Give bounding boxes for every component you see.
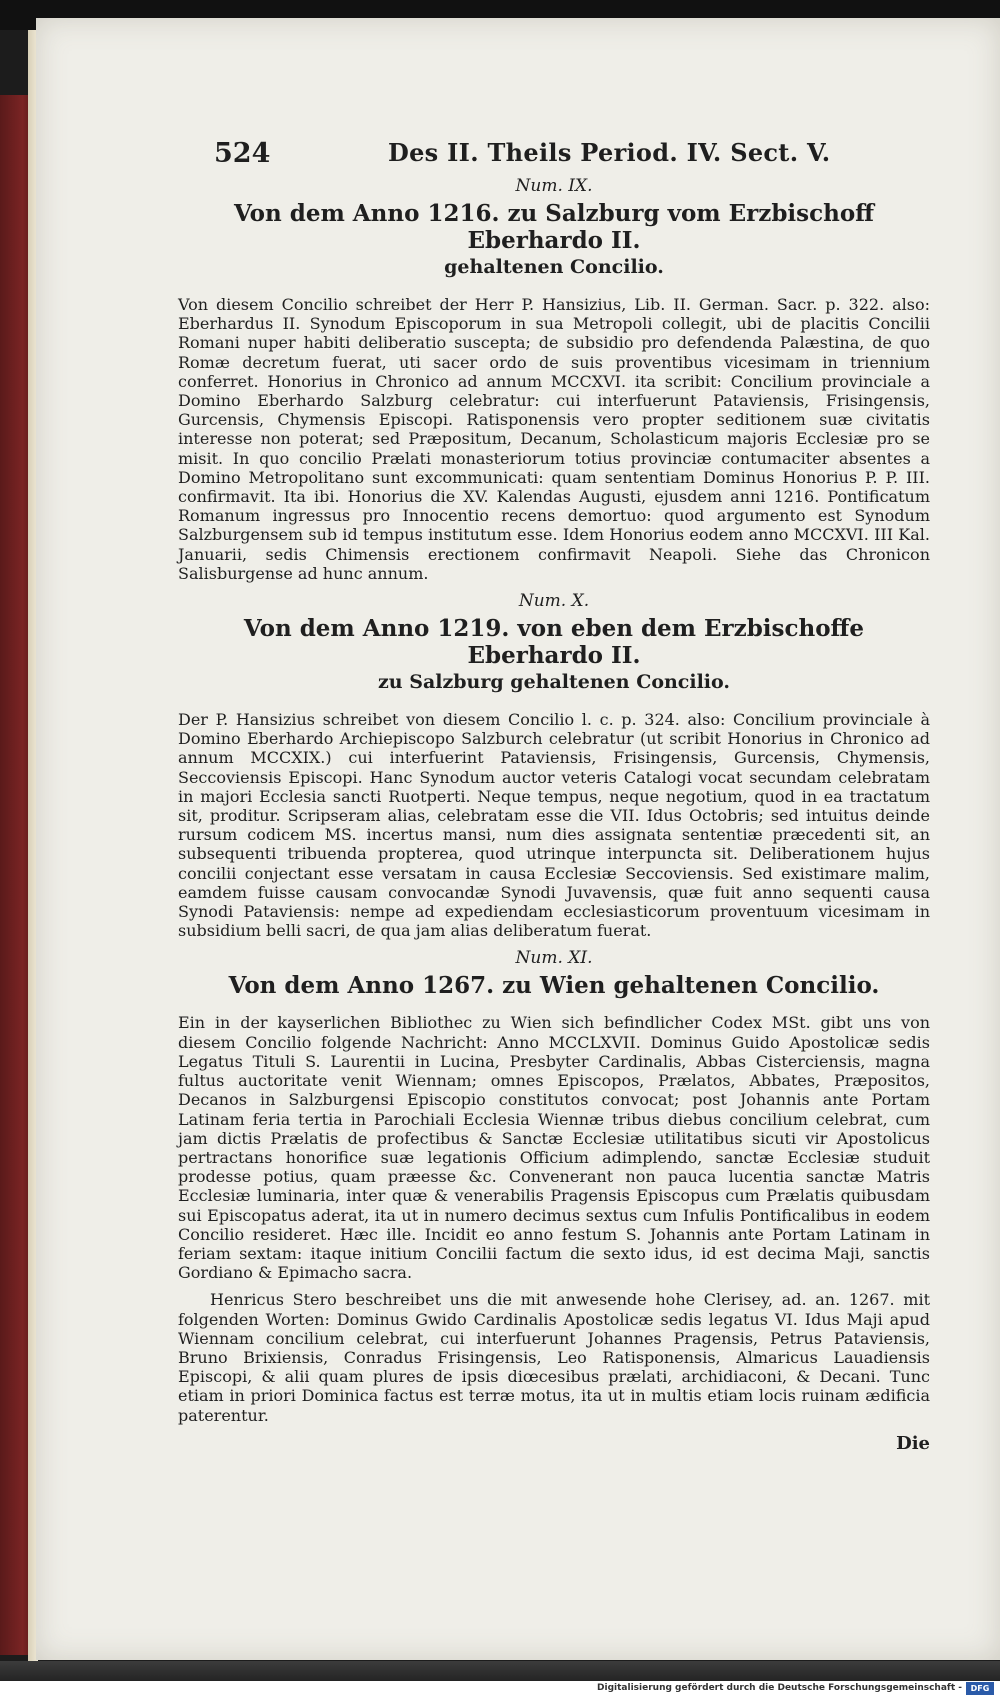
section-number: Num. IX. xyxy=(515,176,593,196)
running-head: Des II. Theils Period. IV. Sect. V. xyxy=(388,138,831,167)
page-content xyxy=(178,138,930,1454)
section-title-line1: Von dem Anno 1216. zu Salzburg vom Erzbischoff Eberhardo II. xyxy=(233,200,875,254)
section-paragraph: Henricus Stero beschreibet uns die mit anwesende hohe Clerisey, ad. an. 1267. mit folgenden Worten: Dominus Gwido Cardinalis Apostolicæ sedis legatus VI. Idus Maji apud Wiennam concilium celebrat, cui interfuerunt Johannes Pragensis, Petrus Pataviensis, Bruno Brixiensis, Conradus Frisingensis, Leo Ratisponensis, Almaricus Lauadiensis Episcopi, & alii quam plures de ipsis diœcesibus prælati, archidiaconi, & Decani. Tunc etiam in priori Dominica factus est terræ motus, ita ut in multis etiam locis ruinam ædificia paterentur. xyxy=(178,1290,930,1425)
digitization-credit-bar xyxy=(0,1681,1000,1697)
scan-bottom-edge xyxy=(0,1661,1000,1681)
section-num-xi xyxy=(178,948,930,1424)
section-title: Von dem Anno 1267. zu Wien gehaltenen Concilio. xyxy=(228,972,880,1000)
section-number: Num. X. xyxy=(518,591,590,612)
section-title xyxy=(178,200,930,281)
section-number: Num. XI. xyxy=(515,948,593,969)
section-paragraph: Der P. Hansizius schreibet von diesem Concilio l. c. p. 324. also: Concilium provinciale à Domino Eberhardo Archiepiscopo Salzburch celebratur (ut scribit Honorius in Chronico ad annum MCCXIX.) cui interfuerint Pataviensis, Frisingensis, Gurcensis, Chymensis, Seccoviensis Episcopi. Hanc Synodum auctor veteris Catalogi vocat secundam celebratam in majori Ecclesia sancti Ruotperti. Neque tempus, neque negotium, quod in ea tractatum sit, proditur. Scripseram alias, celebratam esse die VII. Idus Octobris; sed intuitus deinde rursum codicem MS. incertus mansi, num dies assignata sententiæ præcedenti sit, an subsequenti tribuenda propterea, quod utrinque interpuncta sit. Deliberationem hujus concilii conjectant esse versatam in causa Ecclesiæ Seccoviensis. Sed existimare malim, eamdem fuisse causam convocandæ Synodi Juvavensis, quæ fuit anno sequenti causa Synodi Pataviensis: nempe ad expediendam ecclesiasticorum proventuum vicesimam in subsidium belli sacri, de qua jam alias deliberatum fuerat. xyxy=(178,710,930,941)
section-title-line2: gehaltenen Concilio. xyxy=(444,256,664,278)
section-paragraph: Von diesem Concilio schreibet der Herr P. Hansizius, Lib. II. German. Sacr. p. 322. also: Eberhardus II. Synodum Episcoporum in sua Metropoli collegit, ubi de placitis Concilii Romani nuper habiti deliberatio suscepta; de subsidio pro defendenda Palæstina, de quo Romæ decretum fuerat, uti sacer ordo de suis proventibus vicesimam in triennium conferret. Honorius in Chronico ad annum MCCXVI. ita scribit: Concilium provinciale a Domino Eberhardo Salzburg celebratur: cui interfuerunt Pataviensis, Frisingensis, Gurcensis, Chymensis Episcopi. Ratisponensis vero propter seditionem suæ civitatis interesse non poterat; sed Præpositum, Decanum, Scholasticum majoris Ecclesiæ pro se misit. In quo concilio Prælati monasteriorum totius provinciæ contumaciter absentes a Domino Metropolitano sunt excommunicati: quam sententiam Dominus Honorius P. P. III. confirmavit. Ita ibi. Honorius die XV. Kalendas Augusti, ejusdem anni 1216. Pontificatum Romanum ingressus pro Innocentio recens demortuo: quod argumento est Synodum Salzburgensem sub id tempus institutum esse. Idem Honorius eodem anno MCCXVI. III Kal. Januarii, sedis Chimensis erectionem confirmavit Neapoli. Siehe das Chronicon Salisburgense ad hunc annum. xyxy=(178,295,930,583)
dfg-logo-icon: DFG xyxy=(966,1682,994,1695)
section-title-line2: zu Salzburg gehaltenen Concilio. xyxy=(378,671,730,694)
page-number: 524 xyxy=(214,138,271,169)
catchword: Die xyxy=(896,1432,930,1454)
section-title xyxy=(178,615,930,696)
section-num-x xyxy=(178,591,930,940)
digitization-credit: Digitalisierung gefördert durch die Deutsche Forschungsgemeinschaft - xyxy=(597,1683,962,1693)
page-header xyxy=(178,138,930,174)
section-title-line1: Von dem Anno 1219. von eben dem Erzbischoffe Eberhardo II. xyxy=(243,615,865,670)
section-num-ix xyxy=(178,176,930,583)
section-paragraph: Ein in der kayserlichen Bibliothec zu Wien sich befindlicher Codex MSt. gibt uns von diesem Concilio folgende Nachricht: Anno MCCLXVII. Dominus Guido Apostolicæ sedis Legatus Tituli S. Laurentii in Lucina, Presbyter Cardinalis, Abbas Cisterciensis, magna fultus auctoritate venit Wiennam; omnes Episcopos, Prælatos, Abbates, Præpositos, Decanos in Salzburgensi Episcopio constitutos convocat; post Johannis ante Portam Latinam feria tertia in Parochiali Ecclesia Wiennæ tribus diebus concilium celebrat, cum jam dictis Prælatis de profectibus & Sanctæ Ecclesiæ utilitatibus sicuti vir Apostolicus pertractans honorifice suæ legationis Officium adimplendo, sanctæ Ecclesiæ studuit prodesse potius, quam præesse &c. Convenerant non pauca lucentia sanctæ Matris Ecclesiæ luminaria, inter quæ & venerabilis Pragensis Episcopus cum Prælatis quibusdam sui Episcopatus aderat, ita ut in numero decimus sextus cum Infulis Pontificalibus in eodem Concilio resideret. Hæc ille. Incidit eo anno festum S. Johannis ante Portam Latinam in feriam sextam: itaque initium Concilii factum die sexto idus, id est decima Maji, sanctis Gordiano & Epimacho sacra. xyxy=(178,1013,930,1283)
